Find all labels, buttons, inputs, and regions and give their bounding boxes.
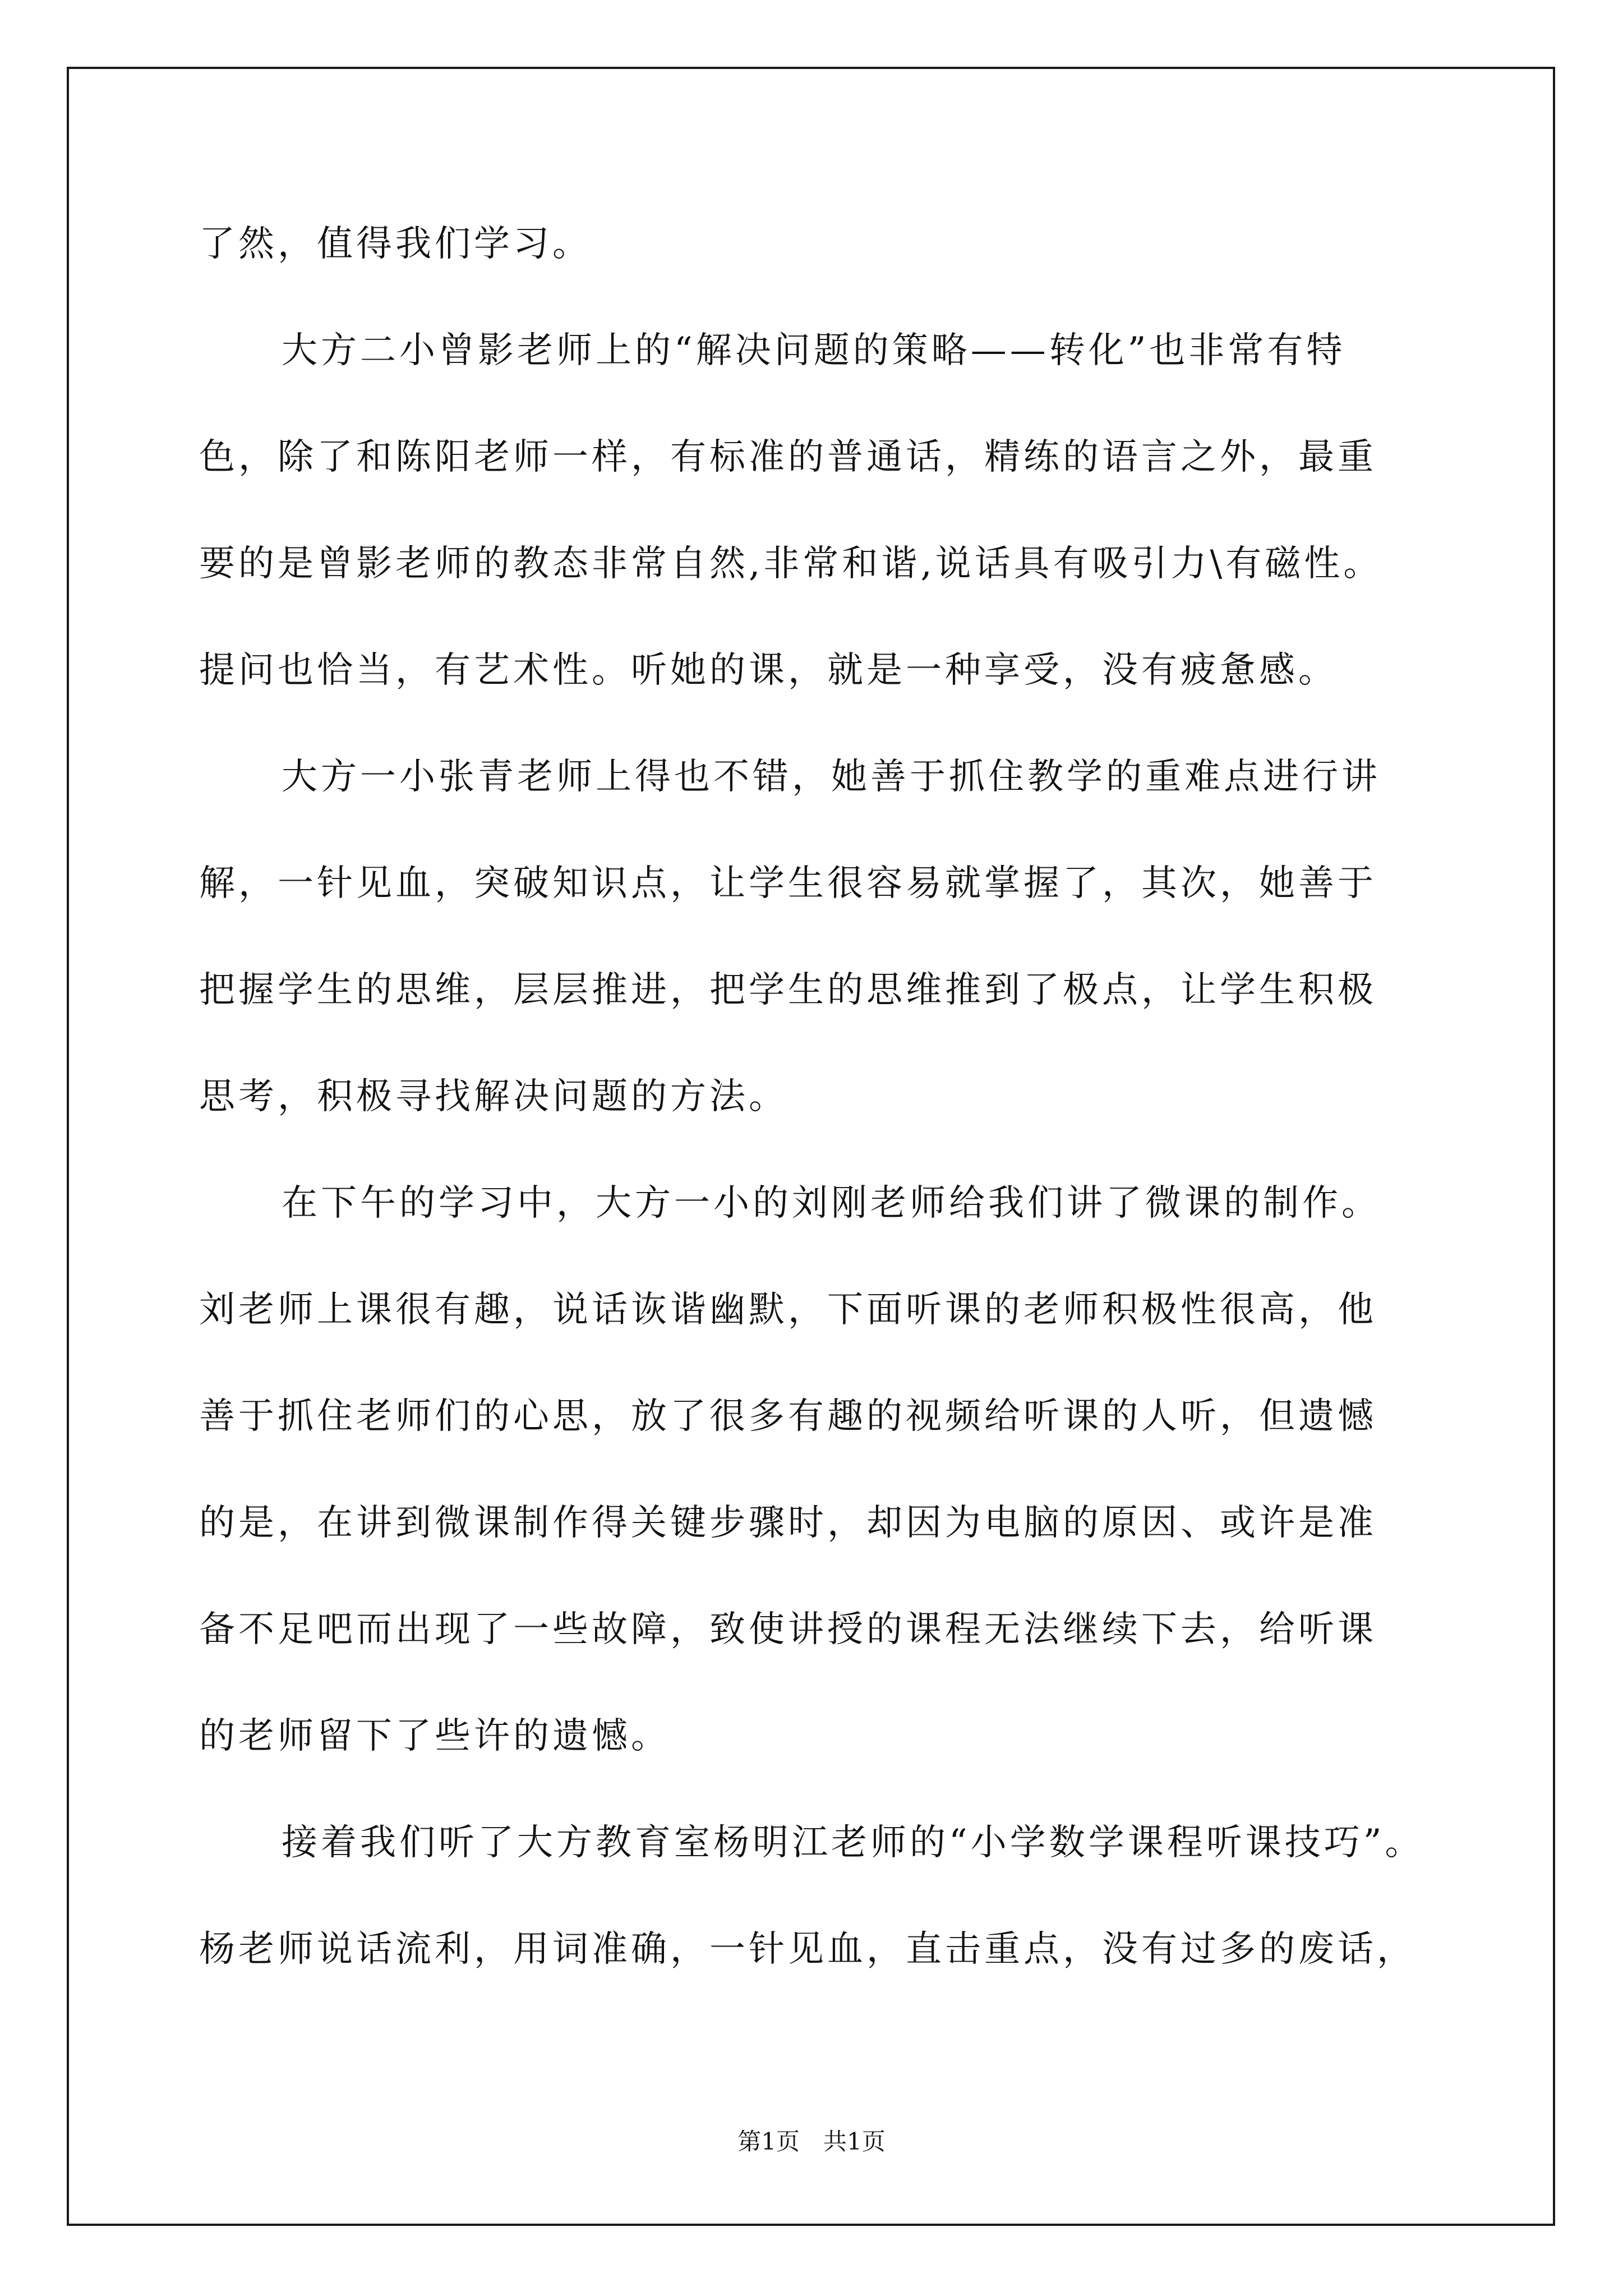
text-line: 的老师留下了些许的遗憾。	[199, 1715, 670, 1757]
text-line: 的是，在讲到微课制作得关键步骤时，却因为电脑的原因、或许是准	[199, 1502, 1377, 1544]
page-border	[67, 67, 1555, 2226]
text-line: 把握学生的思维，层层推进，把学生的思维推到了极点，让学生积极	[199, 969, 1377, 1011]
text-line: 解，一针见血，突破知识点，让学生很容易就掌握了，其次，她善于	[199, 863, 1377, 904]
text-line: 色，除了和陈阳老师一样，有标准的普通话，精练的语言之外，最重	[199, 436, 1377, 478]
paragraph-start-line: 接着我们听了大方教育室杨明江老师的“小学数学课程听课技巧”。	[282, 1822, 1424, 1864]
paragraph-start-line: 大方二小曾影老师上的“解决问题的策略——转化”也非常有特	[282, 330, 1346, 371]
text-line: 刘老师上课很有趣，说话诙谐幽默，下面听课的老师积极性很高，他	[199, 1289, 1377, 1331]
text-line: 思考，积极寻找解决问题的方法。	[199, 1076, 788, 1117]
text-line: 杨老师说话流利，用词准确，一针见血，直击重点，没有过多的废话，	[199, 1929, 1416, 1970]
text-line: 提问也恰当，有艺术性。听她的课，就是一种享受，没有疲惫感。	[199, 650, 1338, 691]
text-line: 了然，值得我们学习。	[199, 223, 592, 265]
page-footer: 第1页 共1页	[737, 2128, 886, 2155]
text-line: 备不足吧而出现了一些故障，致使讲授的课程无法继续下去，给听课	[199, 1609, 1377, 1650]
paragraph-start-line: 大方一小张青老师上得也不错，她善于抓住教学的重难点进行讲	[282, 756, 1381, 798]
text-line: 善于抓住老师们的心思，放了很多有趣的视频给听课的人听，但遗憾	[199, 1396, 1377, 1437]
text-line: 要的是曾影老师的教态非常自然,非常和谐,说话具有吸引力\有磁性。	[199, 543, 1383, 585]
paragraph-start-line: 在下午的学习中，大方一小的刘刚老师给我们讲了微课的制作。	[282, 1182, 1381, 1224]
